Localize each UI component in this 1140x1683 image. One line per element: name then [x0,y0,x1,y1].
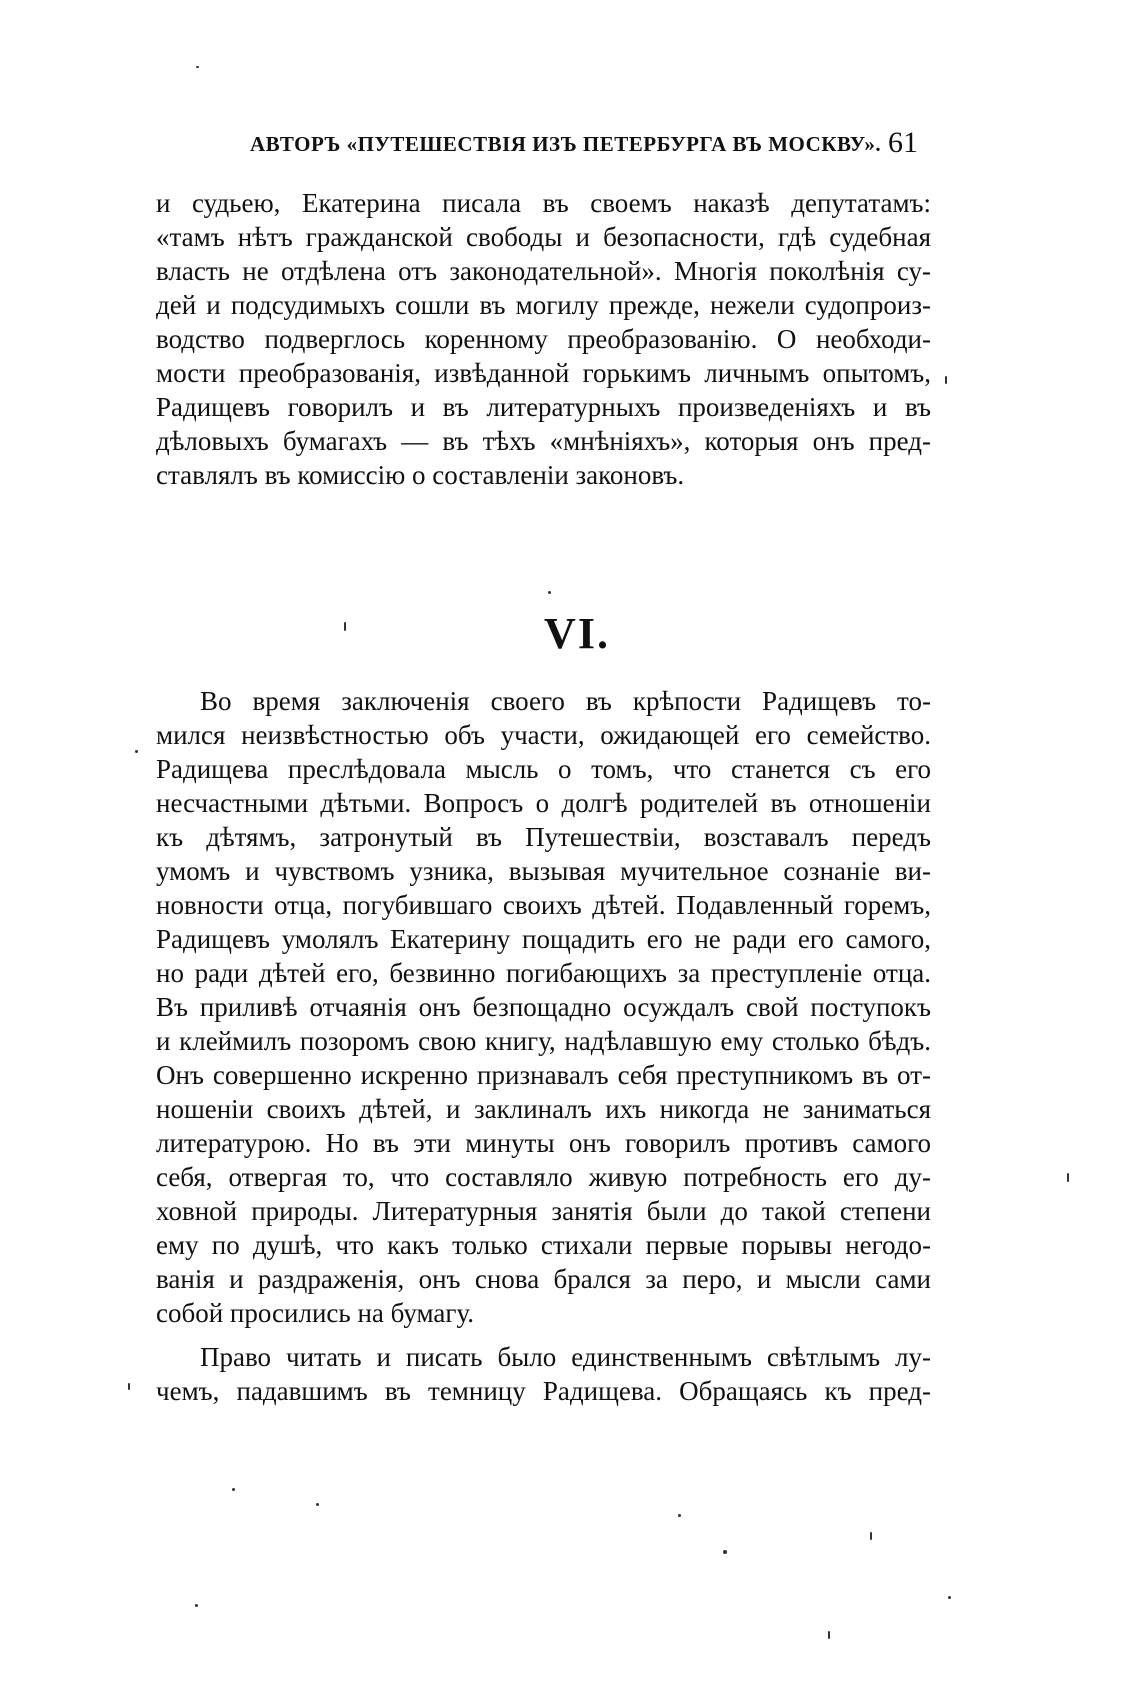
scan-speck [828,1631,830,1639]
text-line: мости преобразованія, извѣданной горькимъ личнымъ опытомъ, [156,358,931,388]
scan-speck [948,1596,951,1599]
text-line: новности отца, погубившаго своихъ дѣтей. Подавленный горемъ, [156,890,931,920]
text-line: къ дѣтямъ, затронутый въ Путешествіи, возставалъ передъ [156,822,931,852]
running-title: АВТОРЪ «ПУТЕШЕСТВІЯ ИЗЪ ПЕТЕРБУРГА ВЪ МОСКВУ». [250,132,882,156]
scan-speck [316,1503,319,1506]
scan-speck [723,1550,727,1554]
scan-speck [945,376,947,384]
text-line: несчастными дѣтьми. Вопросъ о долгѣ родителей въ отношеніи [156,788,931,818]
text-line: ему по душѣ, что какъ только стихали первые порывы негодо- [156,1230,931,1260]
scan-speck [344,622,346,631]
text-line: и клеймилъ позоромъ свою книгу, надѣлавшую ему столько бѣдъ. [156,1026,931,1056]
page-number: 61 [888,126,918,159]
text-line: литературою. Но въ эти минуты онъ говорилъ противъ самого [156,1128,931,1158]
text-line: Радищевъ говорилъ и въ литературныхъ произведеніяхъ и въ [156,392,931,422]
text-line: но ради дѣтей его, безвинно погибающихъ за преступленіе отца. [156,958,931,988]
text-line: Радищевъ умолялъ Екатерину пощадить его не ради его самого, [156,924,931,954]
scan-speck [195,1604,198,1607]
text-line: собой просились на бумагу. [156,1298,474,1328]
text-line: Въ приливѣ отчаянія онъ безпощадно осуждалъ свой поступокъ [156,992,931,1022]
text-line: ставлялъ въ комиссію о составленіи законовъ. [156,460,685,490]
scan-speck [232,1488,235,1491]
text-line: себя, отвергая то, что составляло живую потребность его ду- [156,1162,931,1192]
text-line: чемъ, падавшимъ въ темницу Радищева. Обращаясь къ пред- [156,1376,931,1406]
text-line: Радищева преслѣдовала мысль о томъ, что станется съ его [156,754,931,784]
scan-speck [196,66,199,68]
scan-speck [678,1514,681,1517]
section-heading: VI. [544,609,610,658]
text-line: ношеніи своихъ дѣтей, и заклиналъ ихъ никогда не заниматься [156,1094,931,1124]
text-line: ванія и раздраженія, онъ снова брался за перо, и мысли сами [156,1264,931,1294]
text-line: умомъ и чувствомъ узника, вызывая мучительное сознаніе ви- [156,856,931,886]
text-line: мился неизвѣстностью объ участи, ожидающей его семейство. [156,720,931,750]
text-line: дѣловыхъ бумагахъ — въ тѣхъ «мнѣніяхъ», которыя онъ пред- [156,426,931,456]
scan-speck [135,750,138,753]
scan-speck [548,591,551,594]
scan-speck [870,1532,872,1540]
text-line: водство подверглось коренному преобразованію. О необходи- [156,324,931,354]
text-line: ховной природы. Литературныя занятія были до такой степени [156,1196,931,1226]
text-line: дей и подсудимыхъ сошли въ могилу прежде, нежели судопроиз- [156,290,931,320]
text-line: Во время заключенія своего въ крѣпости Радищевъ то- [200,686,931,716]
text-line: «тамъ нѣтъ гражданской свободы и безопасности, гдѣ судебная [156,222,931,252]
scan-speck [128,1383,130,1390]
text-line: Онъ совершенно искренно признавалъ себя преступникомъ въ от- [156,1060,931,1090]
text-line: власть не отдѣлена отъ законодательной». Многія поколѣнія су- [156,256,931,286]
scan-speck [1067,1173,1069,1182]
text-line: и судьею, Екатерина писала въ своемъ наказѣ депутатамъ: [156,188,931,218]
text-line: Право читать и писать было единственнымъ свѣтлымъ лу- [200,1342,931,1372]
